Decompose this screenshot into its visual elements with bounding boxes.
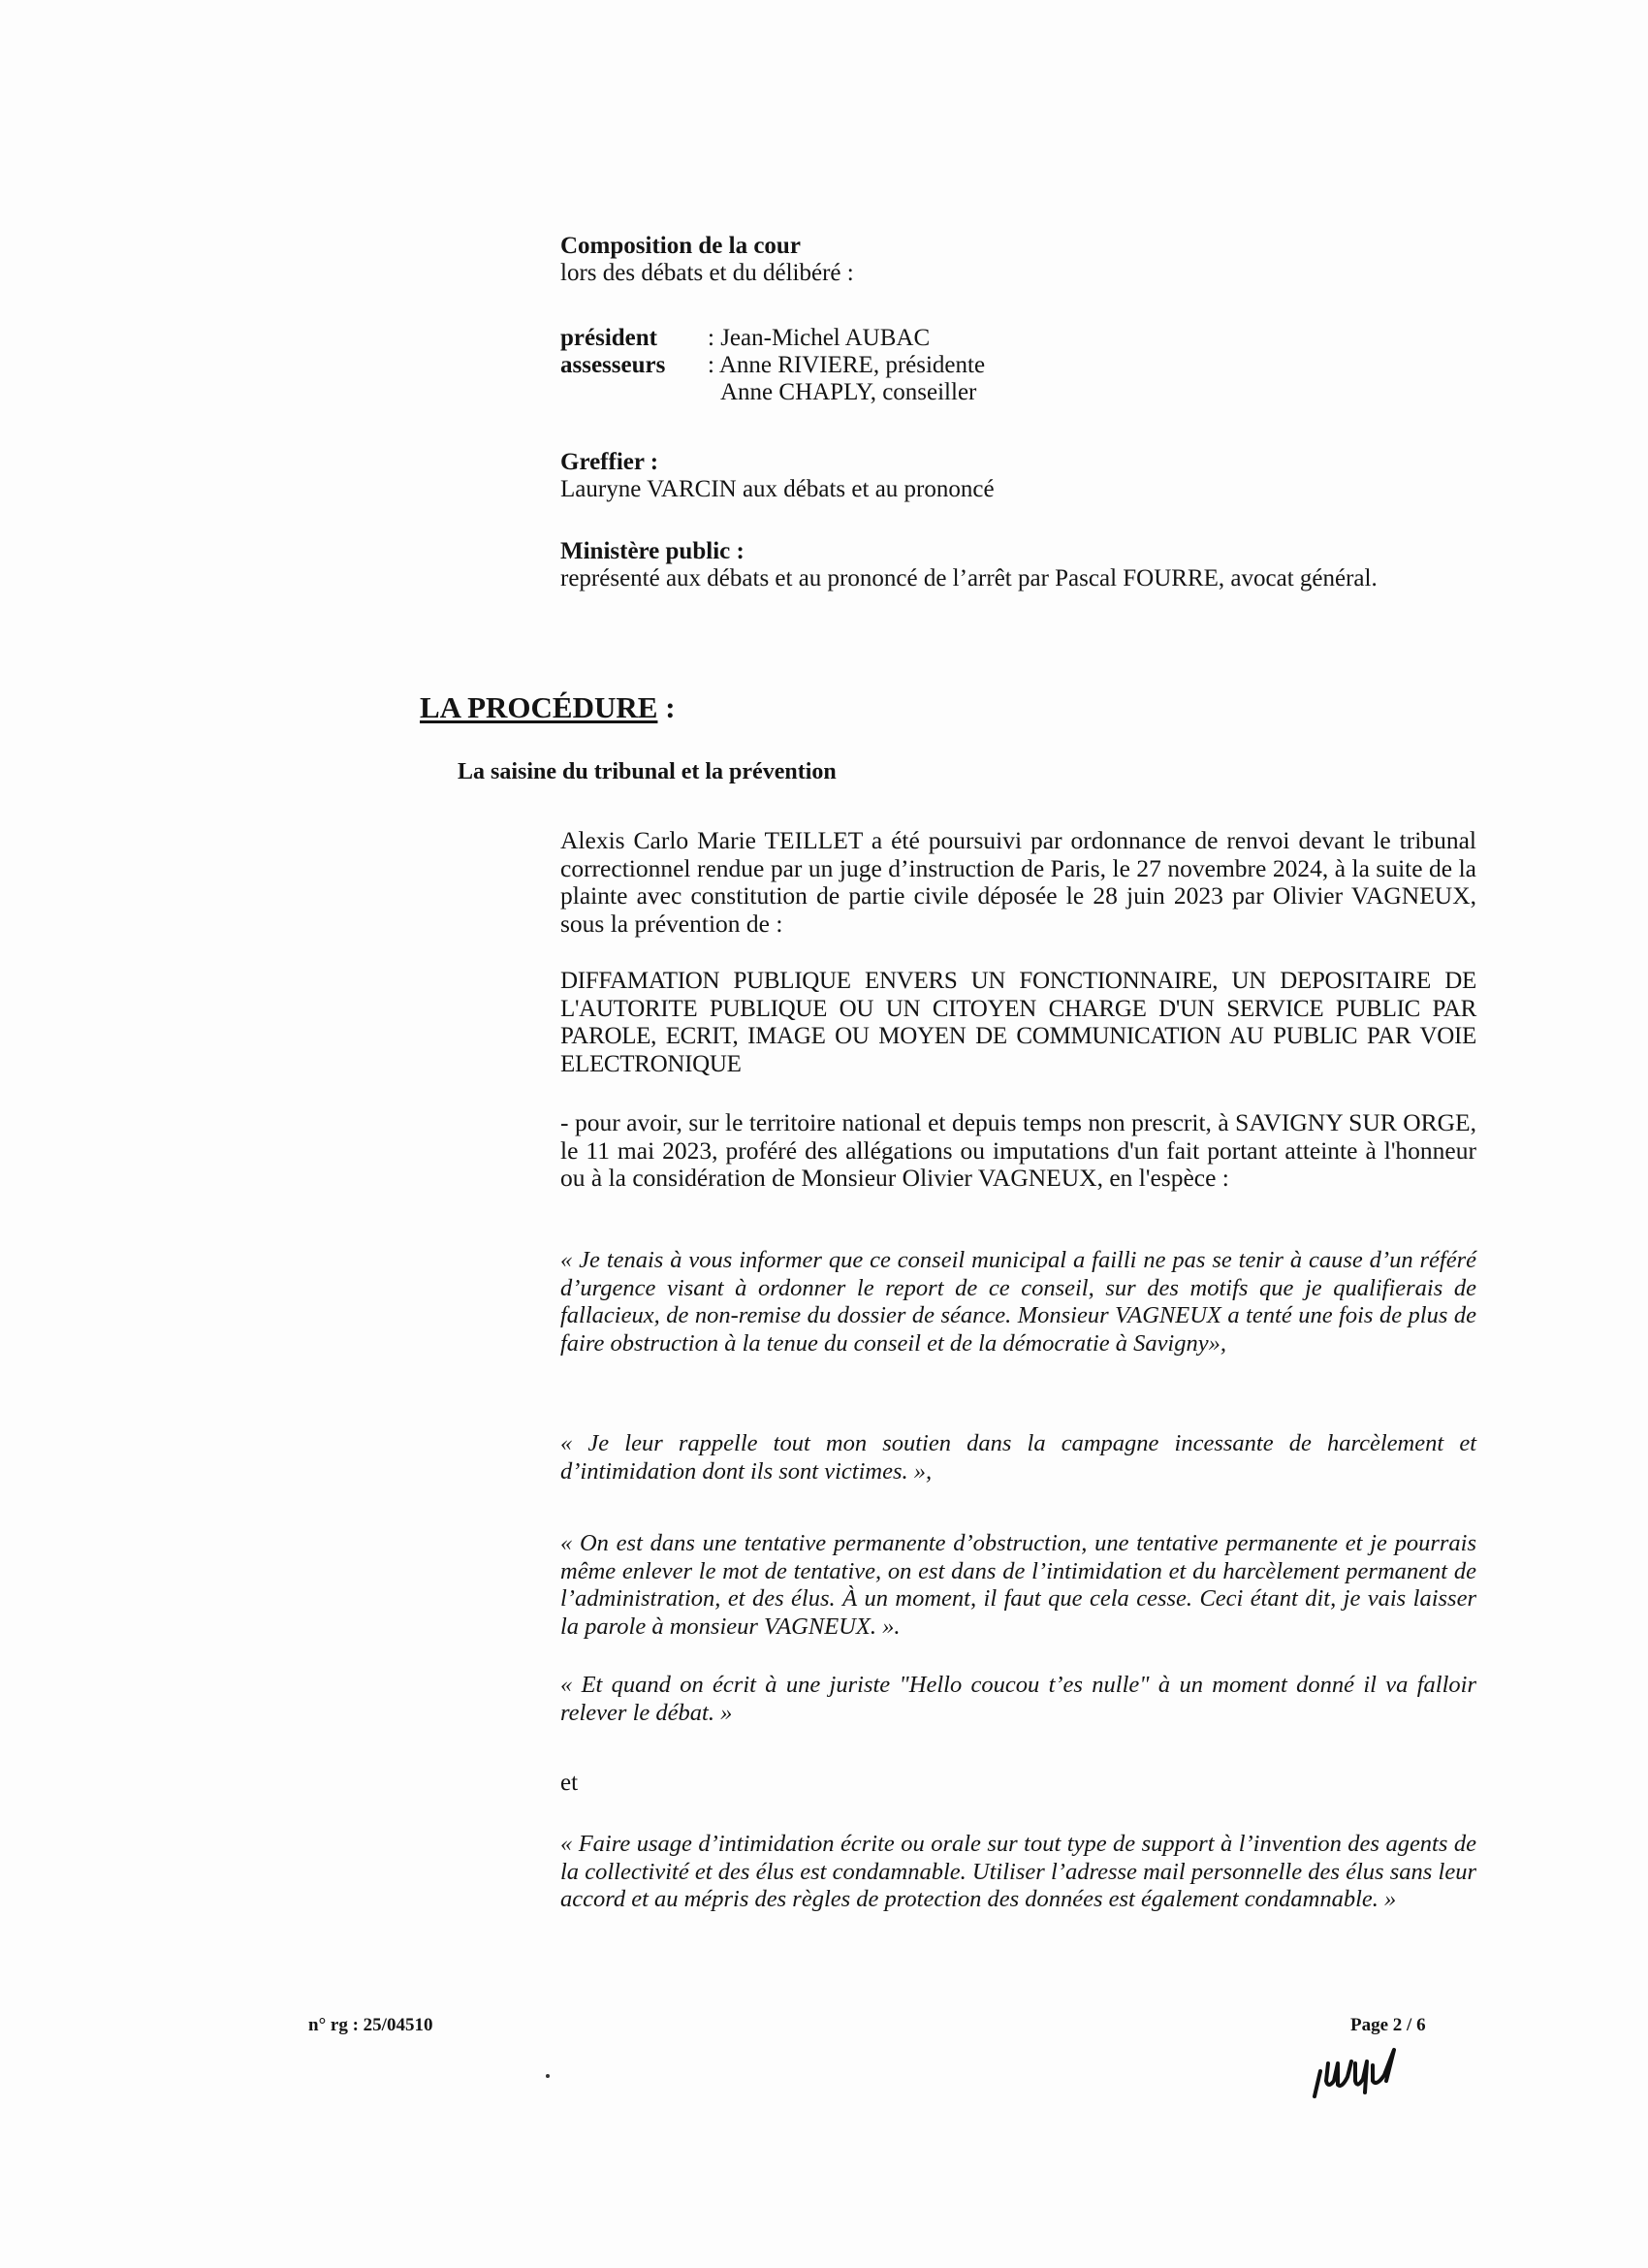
ministere-label: Ministère public :	[560, 538, 745, 564]
greffier-label: Greffier :	[560, 449, 659, 475]
intro-paragraph: Alexis Carlo Marie TEILLET a été poursuivi par ordonnance de renvoi devant le tribunal correctionnel rendue par un juge d’instruction de Paris, le 27 novembre 2024, à la suite de la plainte avec constitution de partie civile déposée le 28 juin 2023 par Olivier VAGNEUX, sous la prévention de :	[560, 826, 1476, 938]
assesseurs-label: assesseurs	[560, 352, 666, 378]
quote-2: « Je leur rappelle tout mon soutien dans la campagne incessante de harcèlement et d’intimidation dont ils sont victimes. »,	[560, 1430, 1476, 1485]
assesseur-1: : Anne RIVIERE, présidente	[708, 352, 986, 378]
section-heading-text: LA PROCÉDURE	[420, 690, 658, 724]
section-heading	[420, 690, 676, 725]
facts-paragraph: - pour avoir, sur le territoire national et depuis temps non prescrit, à SAVIGNY SUR ORGE, le 11 mai 2023, proféré des allégations ou imputations d'un fait portant atteinte à l'honneur ou à la considération de Monsieur Olivier VAGNEUX, en l'espèce :	[560, 1108, 1476, 1193]
quote-1: « Je tenais à vous informer que ce conseil municipal a failli ne pas se tenir à cause d’un référé d’urgence visant à ordonner le report de ce conseil, sur des motifs que je qualifierais de fallacieux, de non-remise du dossier de séance. Monsieur VAGNEUX a tenté une fois de plus de faire obstruction à la tenue du conseil et de la démocratie à Savigny»,	[560, 1247, 1476, 1357]
connector-text: et	[560, 1770, 579, 1796]
composition-subtitle: lors des débats et du délibéré :	[560, 260, 854, 286]
section-heading-colon: :	[657, 690, 676, 724]
rg-number: n° rg : 25/04510	[308, 2015, 433, 2035]
president-label: président	[560, 325, 657, 351]
ministere-value: représenté aux débats et au prononcé de l’arrêt par Pascal FOURRE, avocat général.	[560, 565, 1378, 591]
stray-dot	[546, 2074, 550, 2078]
assesseurs-row	[560, 352, 985, 379]
quote-4: « Et quand on écrit à une juriste "Hello coucou t’es nulle" à un moment donné il va falloir relever le débat. »	[560, 1672, 1476, 1726]
quote-5: « Faire usage d’intimidation écrite ou orale sur tout type de support à l’invention des agents de la collectivité et des élus est condamnable. Utiliser l’adresse mail personnelle des élus sans leur accord et au mépris des règles de protection des données est également condamnable. »	[560, 1831, 1476, 1913]
charge-paragraph: DIFFAMATION PUBLIQUE ENVERS UN FONCTIONNAIRE, UN DEPOSITAIRE DE L'AUTORITE PUBLIQUE OU UN CITOYEN CHARGE D'UN SERVICE PUBLIC PAR PAROLE, ECRIT, IMAGE OU MOYEN DE COMMUNICATION AU PUBLIC PAR VOIE ELECTRONIQUE	[560, 968, 1476, 1077]
subsection-heading: La saisine du tribunal et la prévention	[458, 759, 837, 784]
page-number: Page 2 / 6	[1350, 2015, 1426, 2035]
president-row	[560, 325, 930, 352]
greffier-value: Lauryne VARCIN aux débats et au prononcé	[560, 476, 995, 502]
signature-initials-icon	[1307, 2042, 1413, 2112]
quote-3: « On est dans une tentative permanente d’obstruction, une tentative permanente et je pourrais même enlever le mot de tentative, on est dans de l’intimidation et du harcèlement permanent de l’administration, et des élus. À un moment, il faut que cela cesse. Ceci étant dit, je vais laisser la parole à monsieur VAGNEUX. ».	[560, 1530, 1476, 1640]
president-value: : Jean-Michel AUBAC	[708, 325, 931, 351]
assesseur-2: Anne CHAPLY, conseiller	[720, 379, 977, 405]
composition-title: Composition de la cour	[560, 233, 801, 259]
